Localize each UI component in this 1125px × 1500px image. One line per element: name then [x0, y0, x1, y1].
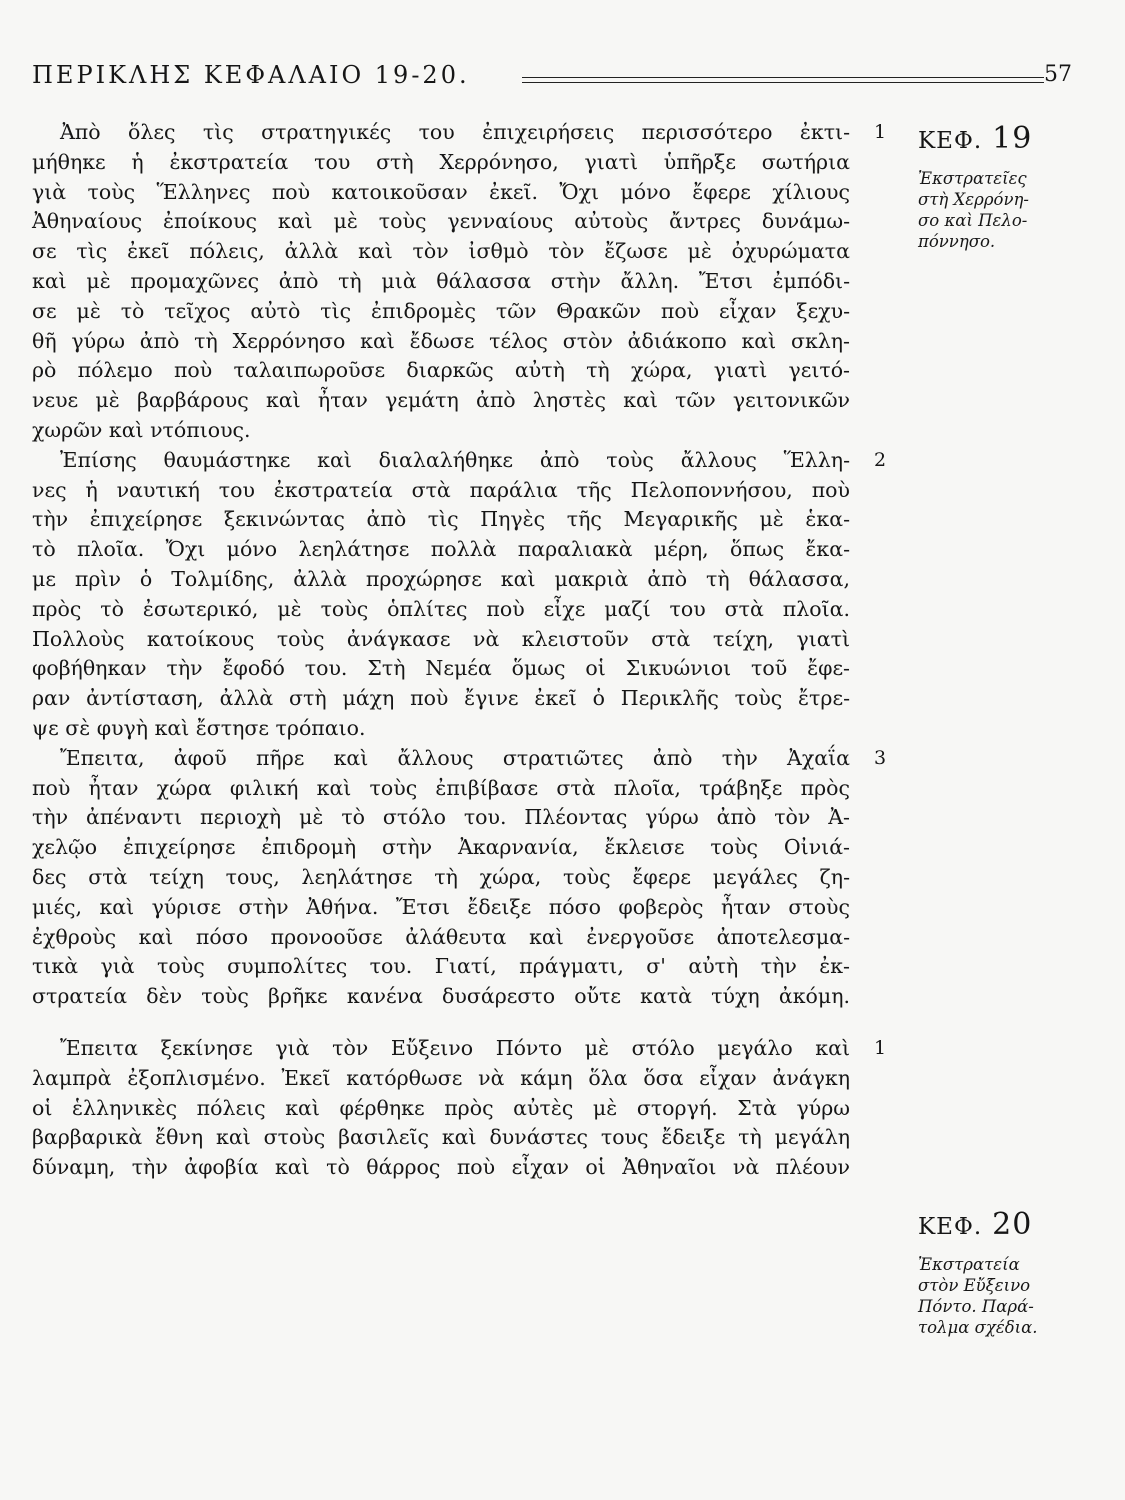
sidenote-line: τολμα σχέδια. — [918, 1318, 1038, 1337]
text-line: χωρῶν καὶ ντόπιους. — [32, 417, 251, 442]
text-line: τὸ πλοῖα. Ὄχι μόνο λεηλάτησε πολλὰ παραλιακὰ μέρη, ὅπως ἔκα- — [32, 537, 850, 562]
text-line: σε μὲ τὸ τεῖχος αὐτὸ τὶς ἐπιδρομὲς τῶν Θρακῶν ποὺ εἶχαν ξεχυ- — [32, 298, 850, 323]
text-line: τὴν ἀπέναντι περιοχὴ μὲ τὸ στόλο του. Πλέοντας γύρω ἀπὸ τὸν Ἀ- — [32, 805, 850, 830]
paragraph-number: 1 — [874, 1036, 887, 1059]
text-line: λαμπρὰ ἐξοπλισμένο. Ἐκεῖ κατόρθωσε νὰ κάμη ὅλα ὅσα εἶχαν ἀνάγκη — [32, 1065, 850, 1090]
sidenote-summary — [918, 1254, 1068, 1338]
text-line: ρὸ πόλεμο ποὺ ταλαιπωροῦσε διαρκῶς αὐτὴ τὴ χώρα, γιατὶ γειτό- — [32, 358, 850, 383]
text-line: φοβήθηκαν τὴν ἔφοδό του. Στὴ Νεμέα ὅμως οἱ Σικυώνιοι τοῦ ἔφε- — [32, 656, 850, 681]
sidenote-line: σο καὶ Πελο- — [918, 211, 1028, 230]
sidenote-line: πόννησο. — [918, 232, 996, 251]
paragraph-ch20-1 — [32, 1034, 887, 1183]
paragraph-number: 1 — [874, 121, 887, 143]
text-line: νευε μὲ βαρβάρους καὶ ἦταν γεμάτη ἀπὸ ληστὲς καὶ τῶν γειτονικῶν — [32, 388, 850, 413]
text-line: Ἀπὸ ὅλες τὶς στρατηγικές του ἐπιχειρήσεις περισσότερο ἐκτι- — [60, 120, 850, 144]
sidenote-line: στὴ Χερρόνη- — [918, 190, 1029, 209]
text-line: Ἔπειτα, ἀφοῦ πῆρε καὶ ἄλλους στρατιῶτες ἀπὸ τὴν Ἀχαΐα — [60, 745, 850, 770]
running-title: ΠΕΡΙΚΛΗΣ ΚΕΦΑΛΑΙΟ 19-20. — [32, 61, 470, 89]
text-line: σε τὶς ἐκεῖ πόλεις, ἀλλὰ καὶ τὸν ἰσθμὸ τὸν ἔζωσε μὲ ὀχυρώματα — [32, 239, 850, 264]
text-line: θῆ γύρω ἀπὸ τὴ Χερρόνησο καὶ ἔδωσε τέλος στὸν ἀδιάκοπο καὶ σκλη- — [32, 328, 850, 353]
text-line: μήθηκε ἡ ἐκστρατεία του στὴ Χερρόνησο, γιατὶ ὑπῆρξε σωτήρια — [32, 149, 850, 174]
running-header — [32, 60, 1072, 94]
text-line: ραν ἀντίσταση, ἀλλὰ στὴ μάχη ποὺ ἔγινε ἐκεῖ ὁ Περικλῆς τοὺς ἔτρε- — [32, 686, 850, 711]
text-line: Ἔπειτα ξεκίνησε γιὰ τὸν Εὔξεινο Πόντο μὲ στόλο μεγάλο καὶ — [60, 1035, 850, 1060]
sidenote-line: Ἐκστρατεῖες — [918, 169, 1027, 188]
text-line: γιὰ τοὺς Ἕλληνες ποὺ κατοικοῦσαν ἐκεῖ. Ὄχι μόνο ἔφερε χίλιους — [32, 179, 850, 204]
text-line: δύναμη, τὴν ἀφοβία καὶ τὸ θάρρος ποὺ εἶχαν οἱ Ἀθηναῖοι νὰ πλέουν — [32, 1155, 850, 1180]
sidenote-heading-label: ΚΕΦ. — [918, 128, 983, 154]
paragraph-ch19-2 — [32, 446, 887, 744]
sidenote-chapter-19 — [918, 122, 1078, 252]
text-line: μιές, καὶ γύρισε στὴν Ἀθήνα. Ἔτσι ἔδειξε πόσο φοβερὸς ἦταν στοὺς — [32, 894, 850, 919]
text-line: ψε σὲ φυγὴ καὶ ἔστησε τρόπαιο. — [32, 715, 366, 740]
sidenote-chapter-number: 19 — [992, 121, 1033, 156]
text-line: καὶ μὲ προμαχῶνες ἀπὸ τὴ μιὰ θάλασσα στὴν ἄλλη. Ἔτσι ἐμπόδι- — [32, 268, 850, 293]
text-line: δες στὰ τείχη τους, λεηλάτησε τὴ χώρα, τοὺς ἔφερε μεγάλες ζη- — [32, 864, 850, 889]
text-line: νες ἡ ναυτική του ἐκστρατεία στὰ παράλια τῆς Πελοποννήσου, ποὺ — [32, 477, 850, 502]
text-line: χελῷο ἐπιχείρησε ἐπιδρομὴ στὴν Ἀκαρνανία, ἔκλεισε τοὺς Οἰνιά- — [32, 835, 850, 860]
text-line: ποὺ ἦταν χώρα φιλική καὶ τοὺς ἐπιβίβασε στὰ πλοῖα, τράβηξε πρὸς — [32, 775, 850, 800]
sidenote-heading-label: ΚΕΦ. — [918, 1214, 983, 1240]
paragraph-ch19-1 — [32, 118, 887, 446]
text-line: τικὰ γιὰ τοὺς συμπολίτες του. Γιατί, πράγματι, σ' αὐτὴ τὴν ἐκ- — [32, 954, 850, 979]
text-line: βαρβαρικὰ ἔθνη καὶ στοὺς βασιλεῖς καὶ δυνάστες τους ἔδειξε τὴ μεγάλη — [32, 1125, 850, 1150]
sidenote-chapter-20 — [918, 1208, 1078, 1338]
header-double-rule — [522, 77, 1044, 83]
sidenote-line: στὸν Εὔξεινο — [918, 1276, 1031, 1295]
text-line: Ἀθηναίους ἐποίκους καὶ μὲ τοὺς γενναίους αὐτοὺς ἄντρες δυνάμω- — [32, 209, 850, 234]
sidenote-heading — [918, 1208, 1078, 1244]
sidenote-line: Πόντο. Παρά- — [918, 1297, 1034, 1316]
text-line: με πρὶν ὁ Τολμίδης, ἀλλὰ προχώρησε καὶ μακριὰ ἀπὸ τὴ θάλασσα, — [32, 566, 850, 591]
text-line: πρὸς τὸ ἐσωτερικό, μὲ τοὺς ὁπλίτες ποὺ εἶχε μαζί του στὰ πλοῖα. — [32, 596, 850, 621]
paragraph-ch19-3 — [32, 744, 887, 1012]
main-text — [32, 118, 887, 1183]
text-line: ἐχθροὺς καὶ πόσο προνοοῦσε ἀλάθευτα καὶ ἐνεργοῦσε ἀποτελεσμα- — [32, 924, 850, 949]
page-number: 57 — [1044, 62, 1072, 87]
sidenote-line: Ἐκστρατεία — [918, 1255, 1020, 1274]
sidenote-chapter-number: 20 — [992, 1207, 1033, 1242]
sidenote-summary — [918, 168, 1068, 252]
text-line: οἱ ἑλληνικὲς πόλεις καὶ φέρθηκε πρὸς αὐτὲς μὲ στοργή. Στὰ γύρω — [32, 1095, 850, 1120]
text-line: Πολλοὺς κατοίκους τοὺς ἀνάγκασε νὰ κλειστοῦν στὰ τείχη, γιατὶ — [32, 626, 850, 651]
text-line: Ἐπίσης θαυμάστηκε καὶ διαλαλήθηκε ἀπὸ τοὺς ἄλλους Ἕλλη- — [60, 447, 850, 472]
paragraph-number: 2 — [874, 448, 887, 471]
text-line: τὴν ἐπιχείρησε ξεκινώντας ἀπὸ τὶς Πηγὲς τῆς Μεγαρικῆς μὲ ἑκα- — [32, 507, 850, 532]
chapter-gap — [32, 1012, 850, 1034]
paragraph-number: 3 — [874, 746, 887, 769]
text-line: στρατεία δὲν τοὺς βρῆκε κανένα δυσάρεστο οὔτε κατὰ τύχη ἀκόμη. — [32, 984, 850, 1009]
sidenote-heading — [918, 122, 1078, 158]
